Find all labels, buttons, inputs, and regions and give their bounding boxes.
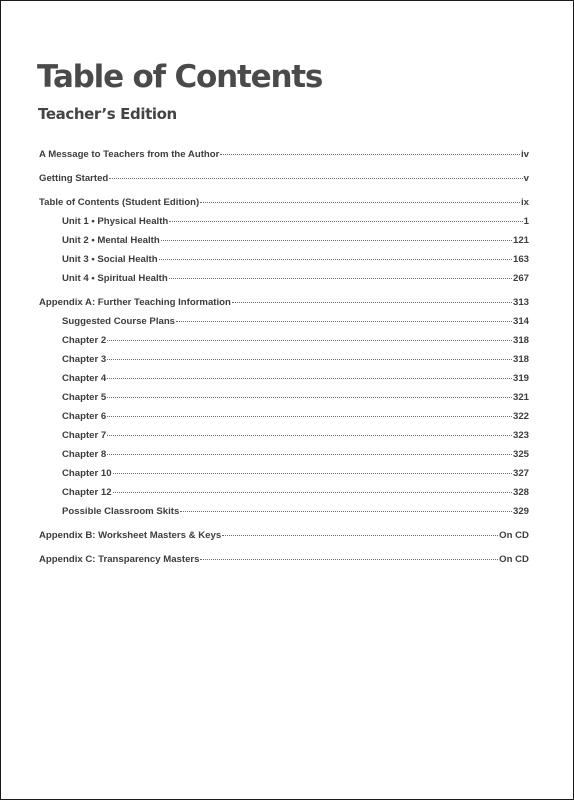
toc-subentry: [39, 468, 529, 487]
toc-entry-page: 163: [512, 254, 529, 265]
toc-entry-label: Getting Started: [39, 173, 109, 184]
toc-entry-label: A Message to Teachers from the Author: [39, 149, 220, 160]
toc-entry-page: On CD: [499, 530, 529, 541]
dot-leader: [107, 340, 512, 341]
toc-entry: [39, 173, 529, 192]
toc-entry-page: 121: [512, 235, 529, 246]
dot-leader: [232, 302, 512, 303]
toc-entry-label: Chapter 2: [62, 335, 107, 346]
toc-subentry: [39, 373, 529, 392]
toc-subentry: [39, 216, 529, 235]
toc-entry-label: Chapter 8: [62, 449, 107, 460]
toc-entry-page: 313: [512, 297, 529, 308]
toc-entry-label: Chapter 10: [62, 468, 112, 479]
toc-entry-page: iv: [520, 149, 529, 160]
toc-subentry: [39, 254, 529, 273]
toc-subentry: [39, 449, 529, 468]
toc-entry-label: Chapter 7: [62, 430, 107, 441]
toc-entry-page: 321: [512, 392, 529, 403]
toc-entry-label: Chapter 12: [62, 487, 112, 498]
toc-entry-label: Appendix A: Further Teaching Information: [39, 297, 231, 308]
toc-entry-page: 318: [512, 354, 529, 365]
dot-leader: [200, 559, 498, 560]
toc-entry-page: 322: [512, 411, 529, 422]
toc-entry-page: 319: [512, 373, 529, 384]
table-of-contents: [39, 149, 529, 573]
toc-entry-page: 323: [512, 430, 529, 441]
dot-leader: [161, 240, 512, 241]
dot-leader: [220, 154, 520, 155]
toc-subentry: [39, 354, 529, 373]
toc-entry-label: Chapter 6: [62, 411, 107, 422]
toc-entry-page: 1: [523, 216, 529, 227]
toc-entry-label: Chapter 4: [62, 373, 107, 384]
toc-subentry: [39, 273, 529, 292]
toc-entry: [39, 149, 529, 168]
toc-entry-page: 318: [512, 335, 529, 346]
toc-entry-label: Unit 1 • Physical Health: [62, 216, 169, 227]
toc-entry-page: v: [523, 173, 529, 184]
toc-entry-label: Unit 4 • Spiritual Health: [62, 273, 168, 284]
toc-subentry: [39, 316, 529, 335]
toc-subentry: [39, 487, 529, 506]
toc-entry-label: Possible Classroom Skits: [62, 506, 180, 517]
toc-entry: [39, 554, 529, 573]
toc-subentry: [39, 392, 529, 411]
dot-leader: [176, 321, 512, 322]
page-title: Table of Contents: [37, 59, 323, 95]
toc-entry-page: 327: [512, 468, 529, 479]
dot-leader: [107, 359, 512, 360]
dot-leader: [169, 278, 512, 279]
toc-subentry: [39, 335, 529, 354]
toc-entry-page: 325: [512, 449, 529, 460]
page-subtitle: Teacher’s Edition: [38, 105, 177, 123]
toc-entry-label: Unit 2 • Mental Health: [62, 235, 160, 246]
dot-leader: [169, 221, 522, 222]
toc-entry: [39, 297, 529, 316]
dot-leader: [113, 473, 512, 474]
dot-leader: [109, 178, 522, 179]
toc-entry-label: Appendix C: Transparency Masters: [39, 554, 200, 565]
toc-entry-page: 329: [512, 506, 529, 517]
toc-entry-page: 314: [512, 316, 529, 327]
dot-leader: [107, 378, 512, 379]
dot-leader: [113, 492, 512, 493]
toc-entry-label: Chapter 5: [62, 392, 107, 403]
toc-entry-label: Suggested Course Plans: [62, 316, 176, 327]
toc-subentry: [39, 411, 529, 430]
dot-leader: [107, 397, 512, 398]
toc-entry-page: On CD: [499, 554, 529, 565]
dot-leader: [107, 435, 512, 436]
toc-subentry: [39, 430, 529, 449]
toc-subentry: [39, 506, 529, 525]
toc-entry-label: Unit 3 • Social Health: [62, 254, 158, 265]
toc-entry-label: Appendix B: Worksheet Masters & Keys: [39, 530, 222, 541]
toc-entry-label: Chapter 3: [62, 354, 107, 365]
dot-leader: [107, 416, 512, 417]
dot-leader: [180, 511, 512, 512]
dot-leader: [107, 454, 512, 455]
toc-entry: [39, 197, 529, 216]
toc-subentry: [39, 235, 529, 254]
toc-entry-page: ix: [520, 197, 529, 208]
toc-entry: [39, 530, 529, 549]
dot-leader: [200, 202, 520, 203]
dot-leader: [222, 535, 498, 536]
toc-entry-page: 328: [512, 487, 529, 498]
dot-leader: [159, 259, 512, 260]
toc-entry-page: 267: [512, 273, 529, 284]
toc-entry-label: Table of Contents (Student Edition): [39, 197, 200, 208]
